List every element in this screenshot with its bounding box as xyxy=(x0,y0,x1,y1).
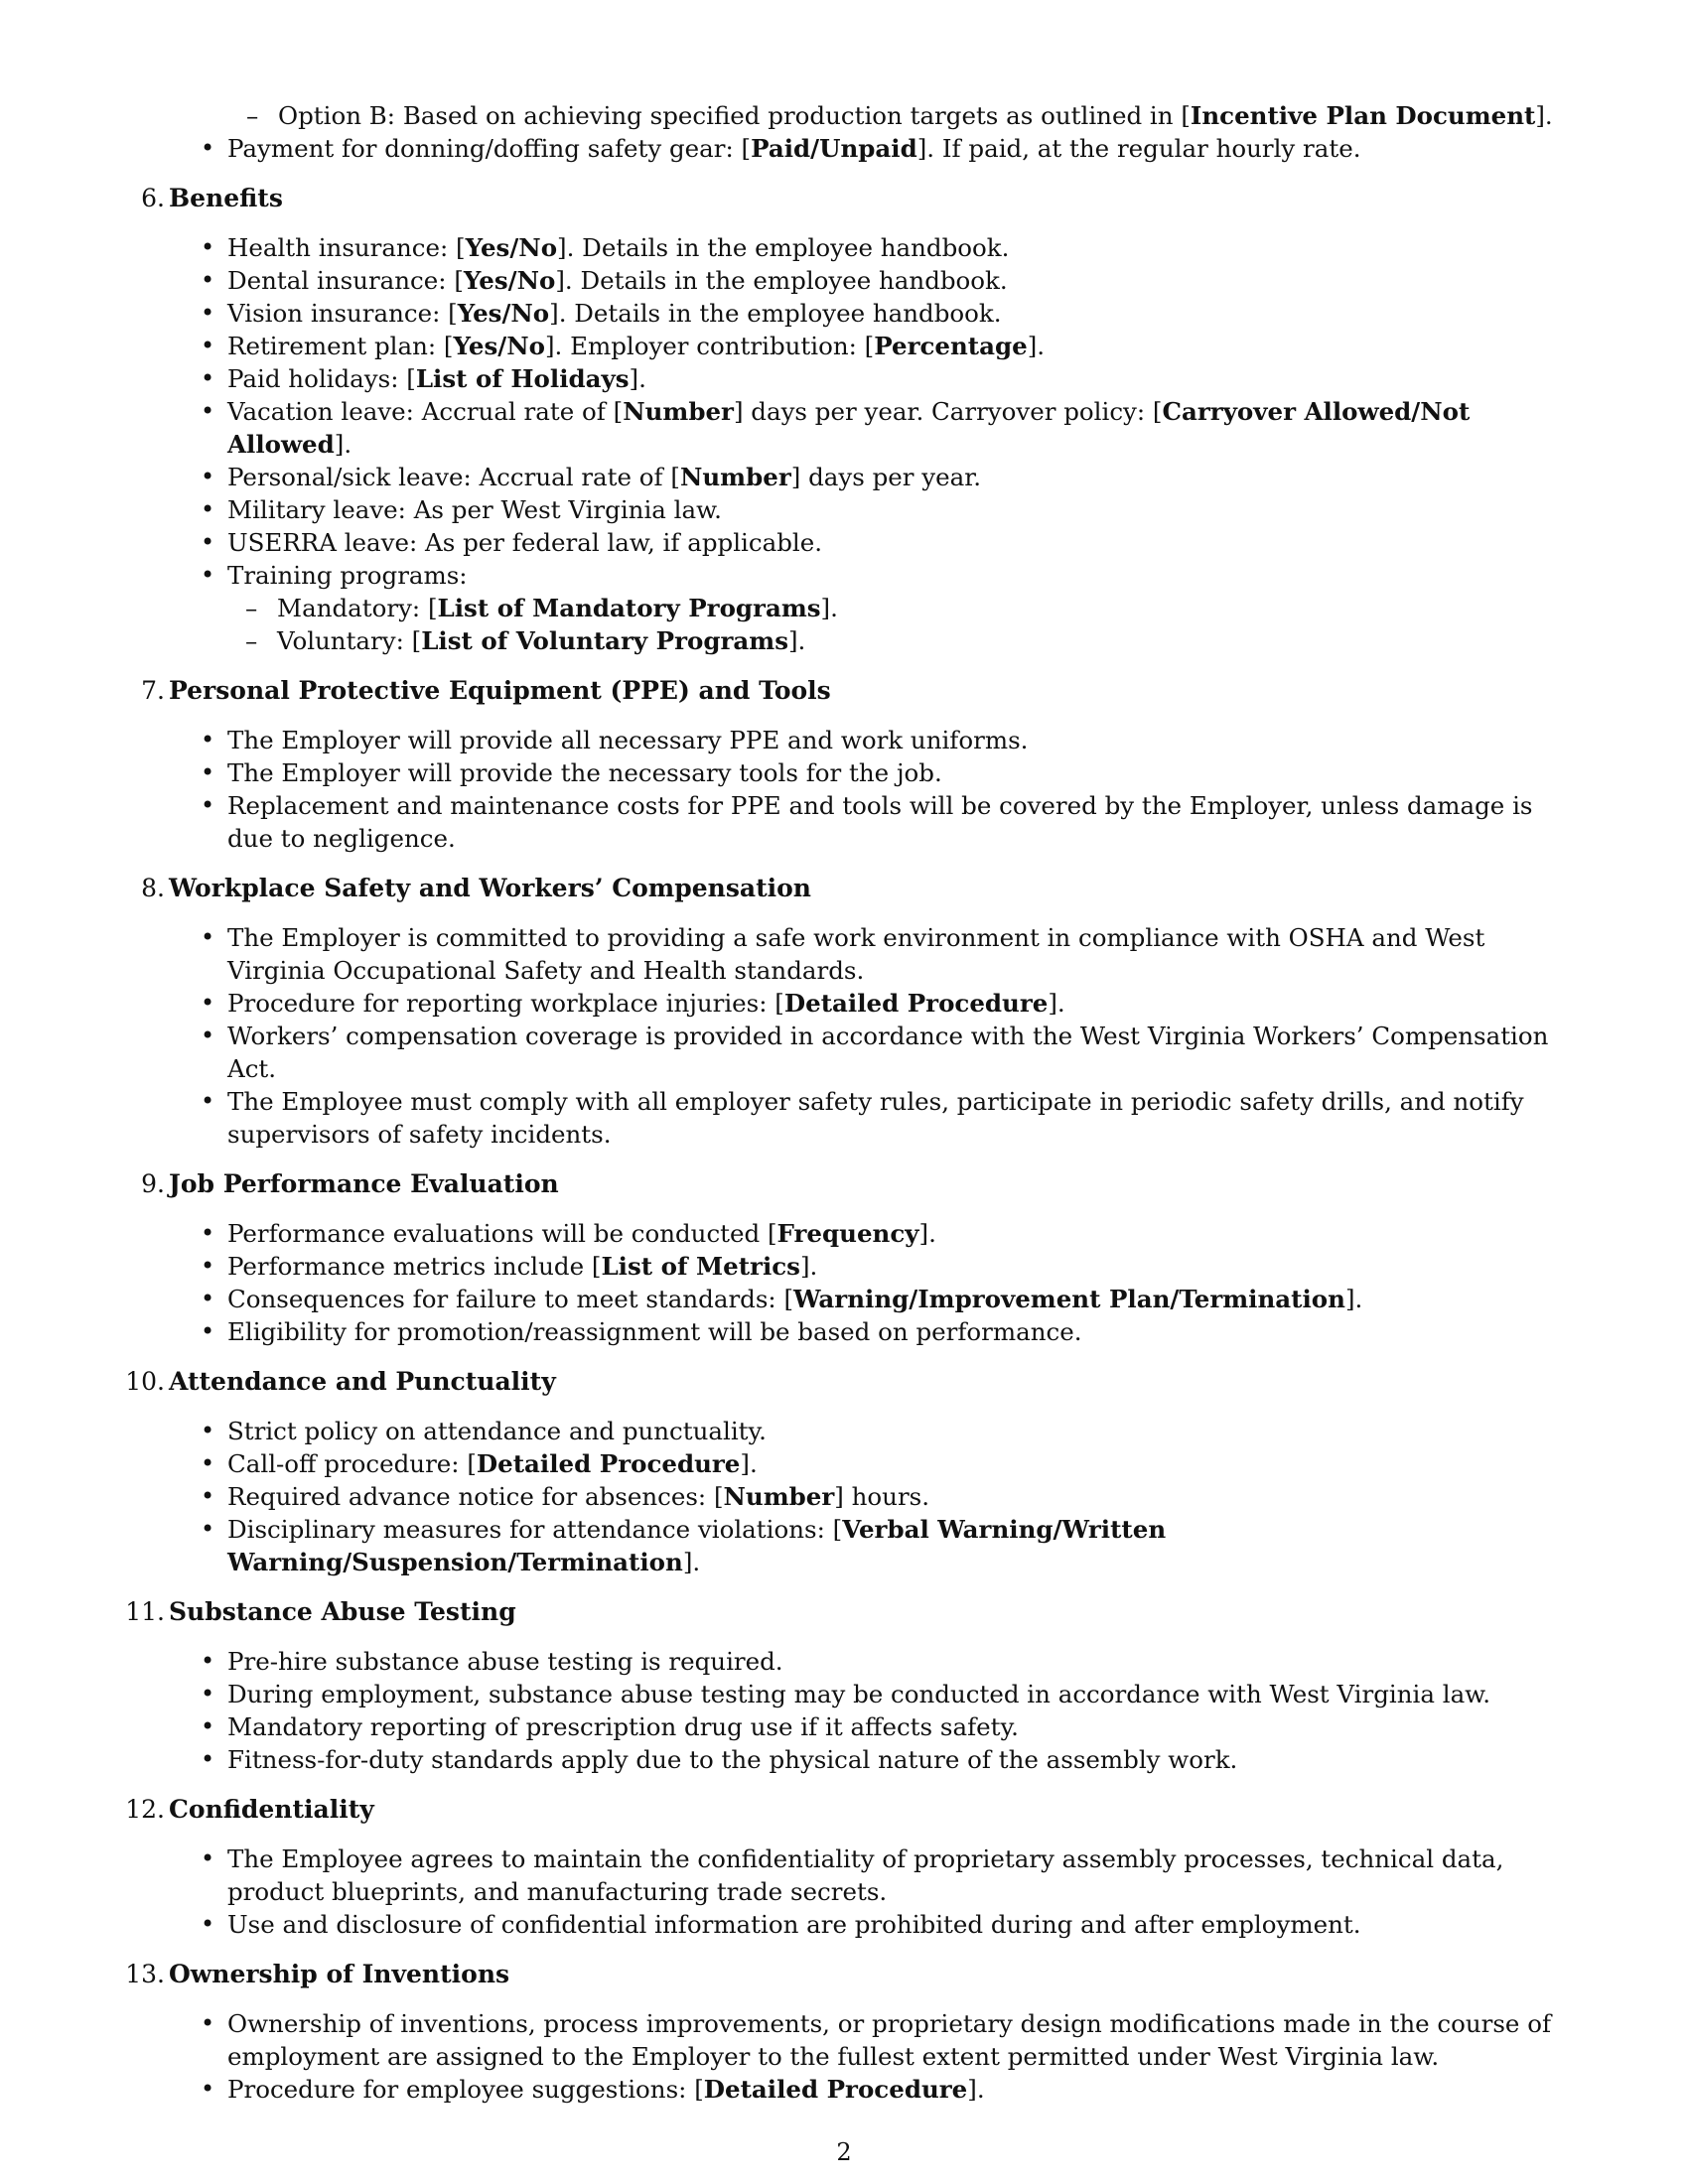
section xyxy=(129,182,1589,657)
section-heading xyxy=(125,1595,1628,1629)
bullet-list xyxy=(227,1645,1585,1776)
item-text: Eligibility for promotion/reassignment will be based on performance. xyxy=(227,1317,1082,1346)
item-text: Mandatory reporting of prescription drug use if it affects safety. xyxy=(227,1712,1019,1741)
list-item xyxy=(227,987,1585,1020)
placeholder-field: Yes/No xyxy=(463,266,556,295)
section-number: 13 . xyxy=(123,1958,165,1991)
section-title: Benefits xyxy=(169,184,283,212)
placeholder-field: List of Holidays xyxy=(415,364,630,393)
item-text: Ownership of inventions, process improvements, or proprietary design modifications made in the course of employment are assigned to the Employer to the fullest extent permitted under West Virginia law. xyxy=(227,2009,1552,2071)
item-text: Pre-hire substance abuse testing is required. xyxy=(227,1647,783,1676)
item-text: ]. Details in the employee handbook. xyxy=(557,233,1010,262)
section-heading xyxy=(141,674,1628,708)
list-item xyxy=(227,724,1585,756)
list-item xyxy=(227,1085,1585,1151)
list-item xyxy=(227,1678,1585,1710)
section-number: 10 . xyxy=(123,1365,165,1399)
section xyxy=(129,872,1589,1151)
section xyxy=(125,1793,1589,1941)
item-text: ]. Employer contribution: [ xyxy=(544,332,875,360)
list-item xyxy=(227,921,1585,987)
item-text: The Employee must comply with all employer safety rules, participate in periodic safety drills, and notify supervisors of safety incidents. xyxy=(227,1087,1524,1149)
item-text: Mandatory: [ xyxy=(277,594,438,622)
list-item xyxy=(227,297,1585,330)
section xyxy=(125,1365,1589,1578)
list-item xyxy=(227,756,1585,789)
list-item xyxy=(227,526,1585,559)
item-text: USERRA leave: As per federal law, if applicable. xyxy=(227,528,822,557)
item-text: Procedure for employee suggestions: [ xyxy=(227,2075,704,2104)
item-text: Performance evaluations will be conducted [ xyxy=(227,1219,777,1248)
list-item xyxy=(227,1645,1585,1678)
placeholder-field: Percentage xyxy=(874,332,1028,360)
placeholder-field: Verbal Warning/Written Warning/Suspension/Termination xyxy=(227,1515,1167,1576)
list-item xyxy=(227,1315,1585,1348)
item-text: ]. xyxy=(629,364,646,393)
list-item xyxy=(227,1250,1585,1283)
section-number: 6 . xyxy=(123,182,165,215)
item-text: Required advance notice for absences: [ xyxy=(227,1482,724,1511)
placeholder-field: Number xyxy=(623,397,734,426)
section-number: 9 . xyxy=(123,1167,165,1201)
intro-bullet-list xyxy=(227,132,1585,165)
item-text: The Employer will provide all necessary PPE and work uniforms. xyxy=(227,726,1029,754)
item-text: ]. xyxy=(334,430,352,459)
item-text: ] days per year. Carryover policy: [ xyxy=(733,397,1163,426)
section-heading xyxy=(141,182,1628,215)
item-text: Vacation leave: Accrual rate of [ xyxy=(227,397,624,426)
list-item xyxy=(227,1447,1585,1480)
section xyxy=(129,1167,1589,1348)
list-item xyxy=(227,231,1585,264)
item-text: Call-off procedure: [ xyxy=(227,1449,477,1478)
placeholder-field: List of Voluntary Programs xyxy=(421,626,788,655)
item-text: Training programs: xyxy=(227,561,468,590)
item-text: ]. Details in the employee handbook. xyxy=(549,299,1002,328)
item-text: Procedure for reporting workplace injuries: [ xyxy=(227,989,784,1018)
list-item xyxy=(227,362,1585,395)
list-item xyxy=(227,1743,1585,1776)
section-number: 8 . xyxy=(123,872,165,905)
list-item xyxy=(227,264,1585,297)
item-text: Replacement and maintenance costs for PPE and tools will be covered by the Employer, unless damage is due to negligence. xyxy=(227,791,1533,853)
item-text: Retirement plan: [ xyxy=(227,332,454,360)
placeholder-field: Incentive Plan Document xyxy=(1190,101,1536,130)
placeholder-field: Number xyxy=(679,463,791,491)
placeholder-field: Number xyxy=(723,1482,835,1511)
item-text: Disciplinary measures for attendance violations: [ xyxy=(227,1515,843,1544)
list-item xyxy=(227,789,1585,855)
item-text: ]. xyxy=(918,1219,936,1248)
list-item xyxy=(227,1283,1585,1315)
section-title: Attendance and Punctuality xyxy=(169,1367,556,1396)
intro-sub-list xyxy=(278,99,1688,132)
list-item xyxy=(227,493,1585,526)
list-item xyxy=(227,2007,1585,2073)
item-text: ]. xyxy=(682,1548,701,1576)
item-text: The Employer is committed to providing a safe work environment in compliance with OSHA and West Virginia Occupational Safety and Health standards. xyxy=(227,923,1485,985)
item-text: Personal/sick leave: Accrual rate of [ xyxy=(227,463,680,491)
list-item xyxy=(277,592,1568,624)
section-title: Confidentiality xyxy=(169,1795,374,1824)
item-text: The Employer will provide the necessary tools for the job. xyxy=(227,758,942,787)
item-text: Payment for donning/doffing safety gear: [ xyxy=(227,134,752,163)
item-text: Paid holidays: [ xyxy=(227,364,416,393)
placeholder-field: Frequency xyxy=(776,1219,919,1248)
section-title: Personal Protective Equipment (PPE) and Tools xyxy=(169,676,831,705)
section xyxy=(125,1595,1589,1776)
item-text: Military leave: As per West Virginia law. xyxy=(227,495,722,524)
placeholder-field: Detailed Procedure xyxy=(476,1449,741,1478)
item-text: ]. xyxy=(1048,989,1065,1018)
list-item xyxy=(227,2073,1585,2106)
section-number: 7 . xyxy=(123,674,165,708)
item-text: Vision insurance: [ xyxy=(227,299,458,328)
placeholder-field: Paid/Unpaid xyxy=(751,134,917,163)
page-number: 2 xyxy=(836,2138,852,2166)
item-text: ]. xyxy=(740,1449,758,1478)
item-text: The Employee agrees to maintain the confidentiality of proprietary assembly processes, technical data, product blueprints, and manufacturing trade secrets. xyxy=(227,1844,1504,1906)
list-item xyxy=(227,1843,1585,1908)
section-number: 11 . xyxy=(123,1595,165,1629)
list-item xyxy=(277,624,1568,657)
list-item xyxy=(227,1908,1585,1941)
section-heading xyxy=(125,1958,1628,1991)
item-text: ]. xyxy=(967,2075,985,2104)
section xyxy=(125,1958,1589,2106)
item-text: Strict policy on attendance and punctuality. xyxy=(227,1417,767,1445)
list-item xyxy=(278,99,1688,132)
section-title: Job Performance Evaluation xyxy=(169,1169,559,1198)
list-item xyxy=(227,1020,1585,1085)
item-text: ]. xyxy=(820,594,838,622)
list-item xyxy=(227,330,1585,362)
item-text: ]. xyxy=(799,1252,818,1281)
bullet-list xyxy=(227,231,1585,657)
list-item xyxy=(227,1415,1585,1447)
bullet-list xyxy=(227,1415,1585,1578)
section-heading xyxy=(141,1167,1628,1201)
section xyxy=(129,674,1589,855)
item-text: ]. xyxy=(1344,1285,1363,1313)
placeholder-field: Detailed Procedure xyxy=(783,989,1049,1018)
item-text: Fitness-for-duty standards apply due to the physical nature of the assembly work. xyxy=(227,1745,1238,1774)
placeholder-field: Detailed Procedure xyxy=(703,2075,968,2104)
bullet-list xyxy=(227,1217,1585,1348)
item-text: Performance metrics include [ xyxy=(227,1252,602,1281)
sections-container xyxy=(125,182,1589,2106)
list-item xyxy=(227,395,1585,461)
item-text: Dental insurance: [ xyxy=(227,266,464,295)
sub-list xyxy=(277,592,1568,657)
item-text: Option B: Based on achieving specified production targets as outlined in [ xyxy=(278,101,1191,130)
list-item xyxy=(227,461,1585,493)
item-text: Consequences for failure to meet standards: [ xyxy=(227,1285,794,1313)
item-text: ]. xyxy=(1535,101,1553,130)
placeholder-field: Yes/No xyxy=(457,299,550,328)
item-text: Use and disclosure of confidential information are prohibited during and after employment. xyxy=(227,1910,1361,1939)
item-text: ] hours. xyxy=(834,1482,930,1511)
item-text: Voluntary: [ xyxy=(277,626,422,655)
list-item xyxy=(227,1710,1585,1743)
list-item xyxy=(227,1513,1585,1578)
item-text: ]. Details in the employee handbook. xyxy=(555,266,1008,295)
item-text: ]. xyxy=(1027,332,1046,360)
placeholder-field: List of Metrics xyxy=(601,1252,800,1281)
placeholder-field: Yes/No xyxy=(453,332,545,360)
bullet-list xyxy=(227,2007,1585,2106)
list-item xyxy=(227,132,1585,165)
section-heading xyxy=(125,1793,1628,1827)
section-heading xyxy=(141,872,1628,905)
bullet-list xyxy=(227,921,1585,1151)
list-item xyxy=(227,1480,1585,1513)
placeholder-field: Warning/Improvement Plan/Termination xyxy=(793,1285,1345,1313)
section-title: Workplace Safety and Workers’ Compensation xyxy=(169,874,811,902)
list-item xyxy=(227,1217,1585,1250)
placeholder-field: Yes/No xyxy=(465,233,558,262)
item-text: ] days per year. xyxy=(790,463,982,491)
list-item xyxy=(227,559,1585,657)
item-text: Workers’ compensation coverage is provided in accordance with the West Virginia Workers’ Compensation Act. xyxy=(227,1022,1549,1083)
placeholder-field: Carryover Allowed/Not Allowed xyxy=(227,397,1471,459)
item-text: ]. If paid, at the regular hourly rate. xyxy=(916,134,1361,163)
section-title: Ownership of Inventions xyxy=(169,1960,510,1988)
section-heading xyxy=(125,1365,1628,1399)
document-body xyxy=(125,99,1589,2106)
item-text: During employment, substance abuse testing may be conducted in accordance with West Virginia law. xyxy=(227,1680,1491,1708)
section-title: Substance Abuse Testing xyxy=(169,1597,516,1626)
item-text: Health insurance: [ xyxy=(227,233,466,262)
placeholder-field: List of Mandatory Programs xyxy=(437,594,821,622)
section-number: 12 . xyxy=(123,1793,165,1827)
bullet-list xyxy=(227,724,1585,855)
item-text: ]. xyxy=(788,626,806,655)
bullet-list xyxy=(227,1843,1585,1941)
